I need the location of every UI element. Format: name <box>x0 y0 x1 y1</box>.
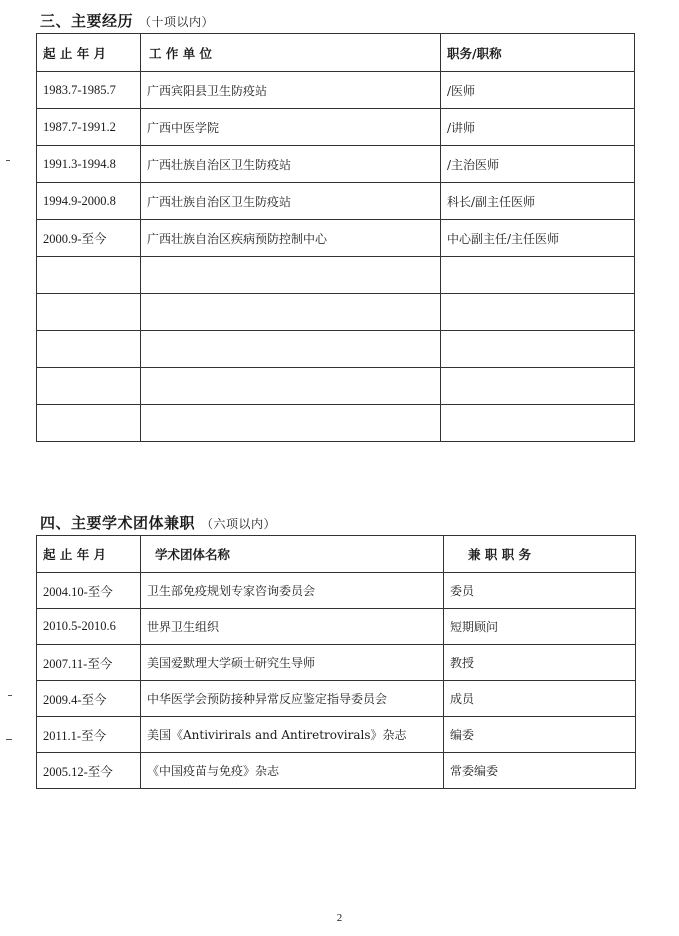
table-row <box>37 681 636 717</box>
row-organization: 美国《Antivirirals and Antiretrovirals》杂志 <box>141 717 444 753</box>
row-dates: 2005.12-至今 <box>37 753 141 789</box>
header-employer: 工 作 单 位 <box>141 34 441 72</box>
row-organization: 世界卫生组织 <box>141 609 444 645</box>
row-dates <box>37 331 141 368</box>
row-dates: 1983.7-1985.7 <box>37 72 141 109</box>
row-employer <box>141 331 441 368</box>
page-number: 2 <box>336 912 343 924</box>
row-dates: 2009.4-至今 <box>37 681 141 717</box>
row-position: /讲师 <box>441 109 635 146</box>
row-role: 常委编委 <box>444 753 636 789</box>
section-3-note: （十项以内） <box>139 15 215 29</box>
table-row <box>37 405 635 442</box>
row-dates: 2011.1-至今 <box>37 717 141 753</box>
row-dates <box>37 257 141 294</box>
row-organization: 中华医学会预防接种异常反应鉴定指导委员会 <box>141 681 444 717</box>
row-dates: 2007.11-至今 <box>37 645 141 681</box>
section-3-heading: 三、主要经历 <box>40 12 134 30</box>
table-row <box>37 753 636 789</box>
row-employer: 广西壮族自治区卫生防疫站 <box>141 183 441 220</box>
section-4-note: （六项以内） <box>201 517 277 531</box>
row-employer <box>141 405 441 442</box>
section-4-heading: 四、主要学术团体兼职 <box>40 514 196 532</box>
row-dates <box>37 368 141 405</box>
row-dates: 1994.9-2000.8 <box>37 183 141 220</box>
header-role: 兼 职 职 务 <box>444 536 636 573</box>
row-position <box>441 257 635 294</box>
row-employer <box>141 257 441 294</box>
row-dates <box>37 405 141 442</box>
table-row <box>37 183 635 220</box>
scan-speck <box>6 160 10 161</box>
row-position: 科长/副主任医师 <box>441 183 635 220</box>
table-row <box>37 294 635 331</box>
row-organization: 《中国疫苗与免疫》杂志 <box>141 753 444 789</box>
row-position <box>441 405 635 442</box>
row-employer: 广西中医学院 <box>141 109 441 146</box>
table-header-row <box>37 536 636 573</box>
table-header-row <box>37 34 635 72</box>
row-role: 教授 <box>444 645 636 681</box>
row-employer <box>141 368 441 405</box>
table-row <box>37 609 636 645</box>
row-employer: 广西壮族自治区疾病预防控制中心 <box>141 220 441 257</box>
row-position: 中心副主任/主任医师 <box>441 220 635 257</box>
table-row <box>37 72 635 109</box>
table-row <box>37 146 635 183</box>
row-dates <box>37 294 141 331</box>
table-row <box>37 109 635 146</box>
row-position <box>441 368 635 405</box>
row-dates: 1991.3-1994.8 <box>37 146 141 183</box>
row-role: 成员 <box>444 681 636 717</box>
row-role: 编委 <box>444 717 636 753</box>
header-position: 职务/职称 <box>441 34 635 72</box>
table-row <box>37 573 636 609</box>
row-dates: 2000.9-至今 <box>37 220 141 257</box>
scan-speck <box>8 695 12 696</box>
row-dates: 1987.7-1991.2 <box>37 109 141 146</box>
academic-roles-table <box>36 535 636 789</box>
table-row <box>37 257 635 294</box>
table-row <box>37 331 635 368</box>
row-dates: 2010.5-2010.6 <box>37 609 141 645</box>
section-4-title <box>40 512 276 533</box>
row-position: /主治医师 <box>441 146 635 183</box>
row-organization: 卫生部免疫规划专家咨询委员会 <box>141 573 444 609</box>
table-row <box>37 645 636 681</box>
section-3-title <box>40 10 214 31</box>
table-row <box>37 368 635 405</box>
row-position: /医师 <box>441 72 635 109</box>
row-employer: 广西宾阳县卫生防疫站 <box>141 72 441 109</box>
table-row <box>37 220 635 257</box>
row-role: 委员 <box>444 573 636 609</box>
row-organization: 美国爱默理大学硕士研究生导师 <box>141 645 444 681</box>
row-position <box>441 294 635 331</box>
header-organization: 学术团体名称 <box>141 536 444 573</box>
header-dates: 起 止 年 月 <box>37 34 141 72</box>
row-dates: 2004.10-至今 <box>37 573 141 609</box>
scan-speck <box>6 739 12 740</box>
row-employer: 广西壮族自治区卫生防疫站 <box>141 146 441 183</box>
header-dates: 起 止 年 月 <box>37 536 141 573</box>
table-row <box>37 717 636 753</box>
row-position <box>441 331 635 368</box>
row-role: 短期顾问 <box>444 609 636 645</box>
experience-table <box>36 33 635 442</box>
row-employer <box>141 294 441 331</box>
